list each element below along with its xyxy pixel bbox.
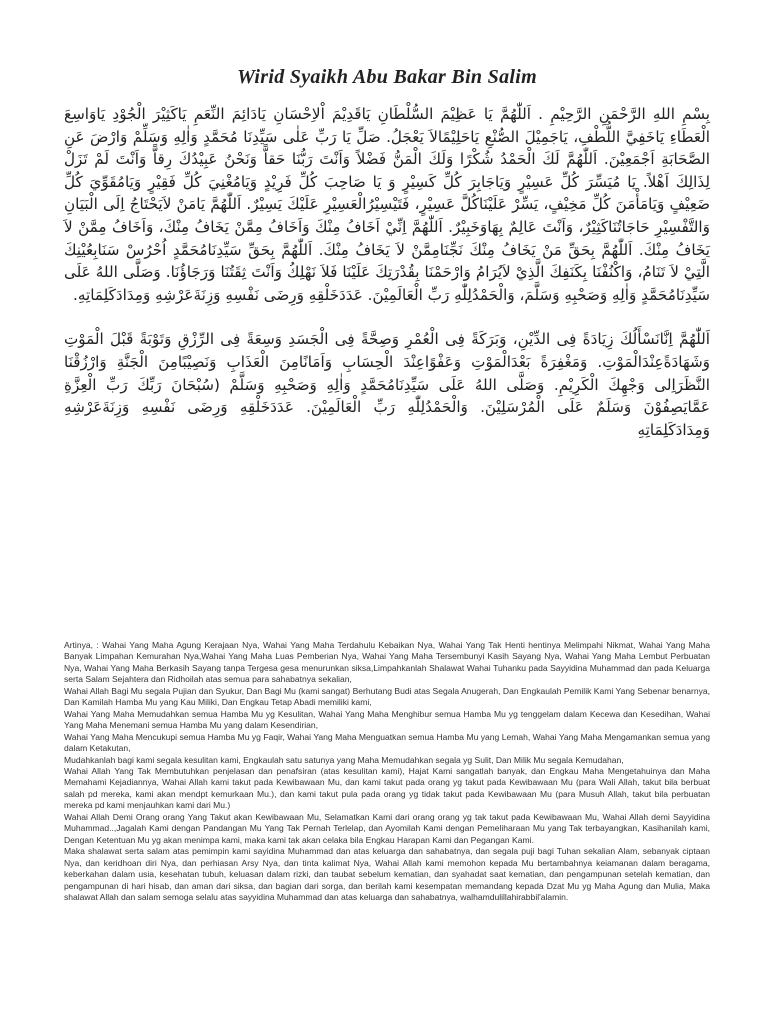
translation-paragraph: Wahai Allah Yang Tak Membutuhkan penjelasan dan penafsiran (atas kesulitan kami), Hajat Kami sangatlah banyak, dan Engkau Maha Mengetahuinya dan Maha Memahami Kejadiannya, Wahai Allah kami takut pada Kewibawaan Mu, dan kami takut pada orang yg takut pada Kewibawaan Mu (para Wali Allah, takut bila berbuat salah pd mereka, kami akan mendpt kemurkaan Mu.), dan kami takut pula pada orang yg tidak takut pada Kewibawaan Mu (para Musuh Allah, takut bila perbuatan mereka pd kami menjauhkan kami dari Mu.) xyxy=(64,765,710,811)
document-title: Wirid Syaikh Abu Bakar Bin Salim xyxy=(237,66,537,88)
arabic-paragraph-2: اَللّٰهُمَّ اِنَّانَسْأَلُكَ زِيَادَةً فِى الدِّيْنِ، وَبَرَكَةً فِى الْعُمْرِ وَصِحَّةً فِى الْجَسَدِ وَسِعَةً فِى الرِّزْقِ وَتَوْبَةً قَبْلَ الْمَوْتِ وَشَهَادَةًعِنْدَالْمَوْتِ. وَمَغْفِرَةً بَعْدَالْمَوْتِ وَعَفْوًاعِنْدَ الْحِسَابِ وَاَمَانًامِنَ الْعَذَابِ وَنَصِيْبًامِنَ الْجَنَّةِ وَارْزُقْنَا النَّظَرَاِلى وَجْهِكَ الْكَرِيْمِ. وَصَلَّى اللهُ عَلَى سَيِّدِنَامُحَمَّدٍ وَاٰلِهِ وَصَحْبِهِ وَسَلَّمْ (سُبْحَانَ رَبِّكَ رَبِّ الْعِزَّةِ عَمَّايَصِفُوْنَ وَسَلَمٌ عَلَى الْمُرْسَلِيْنَ. وَالْحَمْدُلِلّٰهِ رَبِّ الْعَالَمِيْنَ. عَدَدَخَلْقِهِ وَرِضَى نَفْسِهِ وَزِنَةَعَرْشِهِ وَمِدَادَكَلِمَاتِهِ xyxy=(64,330,710,439)
translation-paragraph: Wahai Yang Maha Mencukupi semua Hamba Mu yg Faqir, Wahai Yang Maha Menguatkan semua Hamba Mu yang Lemah, Wahai Yang Maha Mengamankan semua yang dalam Ketakutan, xyxy=(64,731,710,754)
arabic-paragraph-1: بِسْمِ اللهِ الرَّحْمَنِ الرَّحِيْمِ . اَللّٰهُمَّ يَا عَظِيْمَ السُّلْطَانِ يَاقَدِيْمَ اْلاِحْسَانِ يَادَائِمَ النِّعَمِ يَاكَثِيْرَ الْجُوْدِ يَاوَاسِعَ الْعَطَاءِ يَاخَفِيَّ اللُّطْفِ، يَاجَمِيْلَ الصُّنْعِ يَاحَلِيْمًالاَ يَعْجَلُ. صَلِّ يَا رَبِّ عَلٰى سَيِّدِنَا مُحَمَّدٍ وَاٰلِهِ وَسَلِّمْ وَارْضَ عَنِ الصَّحَابَةِ اَجْمَعِيْنَ. اَللّٰهُمَّ لَكَ الْحَمْدُ شُكْرًا وَلَكَ الْمَنُّ فَضْلاً وَاَنْتَ رَبُّنَا حَقاًّ وَنَحْنُ عَبِيْدُكَ رِقاًّ وَاَنْتَ لَمْ تَزَلْ لِذَالِكَ اَهْلاً. يَا مُيَسِّرَ كُلِّ عَسِيْرٍ وَيَاجَابِرَ كُلِّ كَسِيْرٍ وَ يَا صَاحِبَ كُلِّ فَرِيْدٍ وَيَامُغْنِيَ كُلِّ فَقِيْرٍ وَيَامُقَوِّيَ كُلِّ ضَعِيْفٍ وَيَامَأْمَنَ كُلِّ مَخِيْفٍ، يَسِّرْ عَلَيْنَاكُلَّ عَسِيْرٍ، فَتَيْسِيْرُالْعَسِيْرِ عَلَيْكَ يَسِيْرٌ. اَللّٰهُمَّ يَامَنْ لاَيَحْتَاجُ اِلَى الْبَيَانِ وَالتَّفْسِيْرِ حَاجَاتُنَاكَثِيْرٌ، وَاَنْتَ عَالِمٌ بِهَاوَخَبِيْرٌ. اَللّٰهُمَّ اِنِّيْ اَخَافُ مِنْكَ وَاَخَافُ مِمَّنْ يَخَافُ مِنْكَ، وَاَخَافُ مِمَّنْ لاَ يَخَافُ مِنْكَ. اَللّٰهُمَّ بِحَقِّ مَنْ يَخَافُ مِنْكَ نَجِّنَامِمَّنْ لاَ يَخَافُ مِنْكَ. اَللّٰهُمَّ بِحَقِّ سَيِّدِنَامُحَمَّدٍ اُحْرُسْ سَنَابِعُيْنِكَ الَّتِيْ لاَ تَنَامُ، وَاكْنُفْنَا بِكَنَفِكَ الَّذِيْ لاَيُرَامُ وَارْحَمْنَا بِقُدْرَتِكَ عَلَيْنَا فَلاَ نَهْلِكُ وَاَنْتَ ثِقَتُنَا وَرَجَاؤُنَا. وَصَلَّى اللهُ عَلَى سَيِّدِنَامُحَمَّدٍ وَاٰلِهِ وَصَحْبِهِ وَسَلَّمَ، وَالْحَمْدُلِلّٰهِ رَبِّ الْعَالَمِيْنَ. عَدَدَخَلْقِهِ وَرِضَى نَفْسِهِ وَزِنَةَعَرْشِهِ وَمِدَادَكَلِمَاتِهِ. xyxy=(64,105,710,304)
translation-paragraph: Wahai Allah Demi Orang orang Yang Takut akan Kewibawaan Mu, Selamatkan Kami dari orang orang yg tak takut pada Kewibawaan Mu, Wahai Allah demi Sayyidina Muhammad..,Jagalah Kami dengan Pandangan Mu Yang Tak Pernah Terlelap, dan Ayomilah Kami dengan Pemeliharaan Mu yang Tak terbayangkan, Kasihanilah kami, Dengan Ketentuan Mu yg akan menimpa kami, maka kami tak akan celaka bila Engkau Harapan Kami dan Pegangan Kami. xyxy=(64,811,710,845)
translation-paragraph: Mudahkanlah bagi kami segala kesulitan kami, Engkaulah satu satunya yang Maha Memudahkan segala yg Sulit, Dan Milik Mu segala Kemudahan, xyxy=(64,754,624,765)
translation-paragraph: Maka shalawat serta salam atas pemimpin kami sayidina Muhammad dan atas keluarga dan sahabatnya, dan segala puji bagi Tuhan sekalian Alam, sebanyak ciptaan Nya, dan keridhoan diri Nya, dan perhiasan Arsy Nya, dan tinta kalimat Nya, Wahai Allah kami memohon kepada Mu bertambahnya keiamanan dalam beragama, keberkahan dalam usia, kesehatan tubuh, keluasan dalam rizki, dan taubat sebelum kematian, dan syahadat saat kematian, dan pengampunan setelah kematian, dan pengampunan di hari hisab, dan aman dari siksa, dan bagian dari sorga, dan berilah kami kesempatan memandang kepada Dzat Mu yg Maha Agung dan Mulia, Maka shalawat Allah dan salam semoga selalu atas sayyidina Muhammad dan atas keluarga dan sahabatnya, walhamdulillahirabbil'alamin. xyxy=(64,846,710,902)
translation-paragraph: Wahai Allah Bagi Mu segala Pujian dan Syukur, Dan Bagi Mu (kami sangat) Berhutang Budi atas Segala Anugerah, Dan Engkaulah Pemilik Kami Yang Sebenar benarnya, Dan Kamilah Hamba Mu yang Kau Miliki, Dan Engkau Tetap Abadi memiliki kami, xyxy=(64,685,710,708)
translation-paragraph: Artinya, : Wahai Yang Maha Agung Kerajaan Nya, Wahai Yang Maha Terdahulu Kebaikan Nya, Wahai Yang Tak Henti hentinya Melimpahi Nikmat, Wahai Yang Maha Banyak Limpahan Kemurahan Nya,Wahai Yang Maha Luas Pemberian Nya, Wahai Yang Maha Tersembunyi Kasih Sayang Nya, Wahai Yang Maha Lembut Perbuatan Nya, Wahai Yang Maha Berkasih Sayang tanpa Tergesa gesa menurunkan siksa,Limpahkanlah Shalawat Wahai Tuhanku pada Sayyidina Muhammad dan pada Keluarga serta Salam Sejahtera dan Ridhoilah atas semua para sahabatnya sekalian, xyxy=(64,640,710,685)
translation-paragraph: Wahai Yang Maha Memudahkan semua Hamba Mu yg Kesulitan, Wahai Yang Maha Menghibur semua Hamba Mu yg tenggelam dalam Kecewa dan Kesedihan, Wahai Yang Maha Menemani semua Hamba Mu yang dalam Kesendirian, xyxy=(64,708,710,731)
translation-section xyxy=(64,640,710,903)
